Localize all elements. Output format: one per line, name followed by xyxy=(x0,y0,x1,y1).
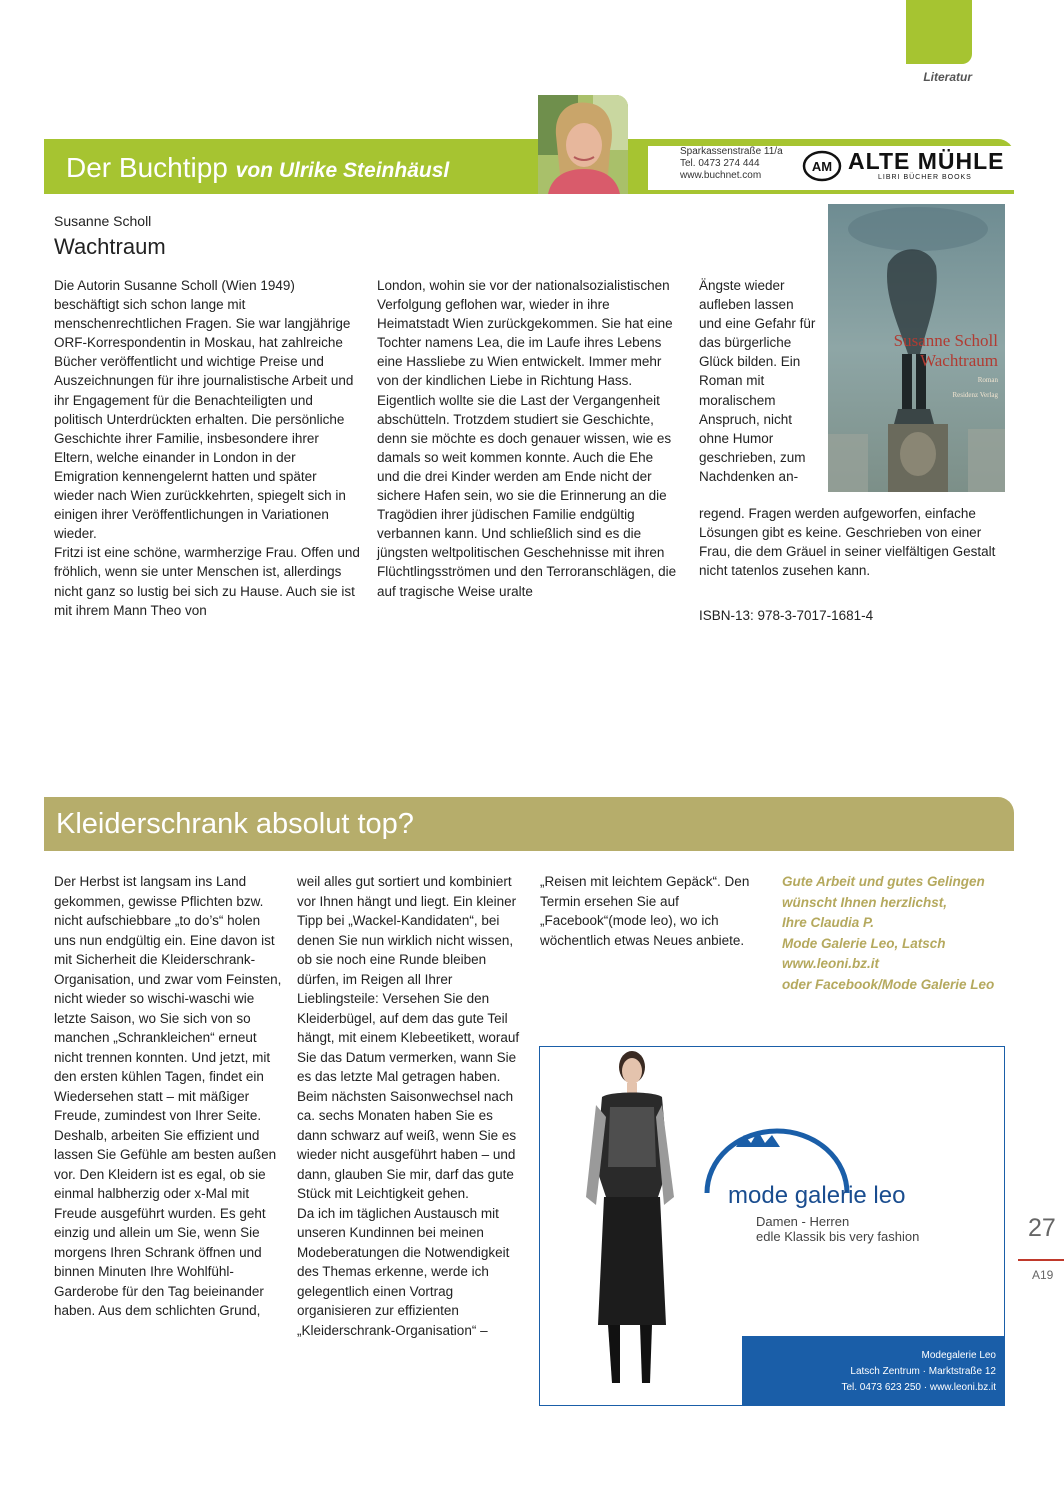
page-number: 27 xyxy=(1028,1214,1056,1242)
review-column-3-bottom: regend. Fragen werden aufgeworfen, einfache Lösungen gibt es keine. Geschrieben von einer Frau, die dem Gräuel in seiner vielfältigen Gestalt nicht tatenlos zusehen kann. xyxy=(699,506,996,579)
book-isbn: ISBN-13: 978-3-7017-1681-4 xyxy=(699,608,874,623)
book-cover xyxy=(828,204,1005,492)
book-author: Susanne Scholl xyxy=(54,213,152,229)
page-number-rule xyxy=(1018,1259,1064,1261)
section-label: Literatur xyxy=(923,70,972,84)
kleider-title: Kleiderschrank absolut top? xyxy=(56,808,414,840)
review-column-3-top: Ängste wieder aufleben lassen und eine Gefahr für das bürgerliche Glück bilden. Ein Roman mit moralischem Anspruch, nicht ohne Humor geschrieben, zum Nachdenken an- xyxy=(699,278,816,484)
review-column-1: Die Autorin Susanne Scholl (Wien 1949) beschäftigt sich schon lange mit menschenrechtlichen Fragen. Sie war langjährige ORF-Korrespondentin in Moskau, hat zahlreiche Bücher veröffentlicht und wichtige Preise und Auszeichnungen für ihre journalistische Arbeit und ihr Engagement für die Benachteiligten und politisch Unterdrückten erhalten. Die persönliche Geschichte ihrer Familie, insbesondere ihrer Eltern, welche einander in London in der Emigration kennengelernt hatten und später wieder nach Wien zurückkehrten, spiegelt sich in einigen ihrer Veröffentlichungen in Variationen wieder. Fritzi ist eine schöne, warmherzige Frau. Offen und fröhlich, wenn sie unter Menschen ist, allerdings nicht ganz so lustig bei sich zu Hause. Auch sie ist mit ihrem Mann Theo von xyxy=(54,278,360,618)
ad-tagline-2: edle Klassik bis very fashion xyxy=(756,1229,920,1244)
buchtipp-title: Der Buchtipp von Ulrike Steinhäusl xyxy=(66,152,450,183)
ad-tagline-1: Damen - Herren xyxy=(756,1214,850,1229)
ad-footer-contact: Tel. 0473 623 250 · www.leoni.bz.it xyxy=(841,1382,996,1393)
kleider-signature: Gute Arbeit und gutes Gelingen wünscht Ihnen herzlichst, Ihre Claudia P. Mode Galerie Leo, Latsch www.leoni.bz.it oder Facebook/Mode Galerie Leo xyxy=(782,874,995,992)
bookshop-address: Sparkassenstraße 11/a Tel. 0473 274 444 www.buchnet.com xyxy=(680,146,783,181)
alte-muehle-logo-icon xyxy=(802,150,842,182)
ad-footer-address: Latsch Zentrum · Marktstraße 12 xyxy=(850,1366,996,1377)
ad-brand-name: mode galerie leo xyxy=(728,1182,906,1209)
kleider-column-2: weil alles gut sortiert und kombiniert vor Ihnen hängt und liegt. Ein kleiner Tipp bei „Wackel-Kandidaten“, bei denen Sie nun wirklich nicht wissen, ob sie noch eine Runde bleiben dürfen, im Reigen all Ihrer Lieblingsteile: Versehen Sie den Kleiderbügel, auf dem das gute Teil hängt, mit einem Klebeetikett, worauf Sie das Datum vermerken, wann Sie es das letzte Mal getragen haben. Beim nächsten Saisonwechsel nach ca. sechs Monaten haben Sie es dann schwarz auf weiß, wenn Sie es wieder nicht ausgeführt haben – und dann, glauben Sie mir, darf das gute Stück mit Leichtigkeit gehen. Da ich im täglichen Austausch mit unseren Kundinnen bei meinen Modeberatungen die Notwendigkeit des Themas erkenne, werde ich gelegentlich einen Vortrag organisieren zur effizienten „Kleiderschrank-Organisation“ – xyxy=(297,874,520,1338)
logo-monogram: AM xyxy=(811,159,833,174)
book-title: Wachtraum xyxy=(54,234,166,259)
cover-genre: Roman xyxy=(977,376,998,384)
cover-publisher: Residenz Verlag xyxy=(952,391,998,399)
buchtipp-byline: von Ulrike Steinhäusl xyxy=(235,159,450,182)
page-code: A19 xyxy=(1032,1268,1054,1282)
reviewer-photo xyxy=(538,95,628,194)
cover-author: Susanne Scholl xyxy=(893,331,998,350)
bookshop-logo-name: ALTE MÜHLE xyxy=(848,148,1005,174)
section-tab xyxy=(906,0,972,64)
bookshop-logo-subtitle: LIBRI BÜCHER BOOKS xyxy=(878,174,972,181)
kleider-column-1: Der Herbst ist langsam ins Land gekommen, gewisse Pflichten bzw. nicht aufschiebbare „to do’s“ holen uns nun endgültig ein. Eine davon ist mit Sicherheit die Kleiderschrank-Organisation, und zwar vom Feinsten, nicht wieder so wischi-waschi wie letzte Saison, wo Sie sich von so manchen „Schrankleichen“ erneut nicht trennen konnten. Und jetzt, mit den ersten kühlen Tagen, findet ein Wiedersehen statt – mit mäßiger Freude, zumindest von Ihrer Seite. Deshalb, arbeiten Sie effizient und lassen Sie Gefühle am besten außen vor. Den Kleidern ist es egal, ob sie einmal halbherzig oder x-Mal mit Freude ausgeführt wurden. Es geht einzig und allein um Sie, wenn Sie morgens Ihren Schrank öffnen und binnen Minuten Ihre Wohlfühl-Garderobe für den Tag beieinander haben. Aus dem schlichten Grund, xyxy=(54,874,282,1318)
ad-footer-name: Modegalerie Leo xyxy=(921,1350,996,1361)
cover-title: Wachtraum xyxy=(920,351,998,370)
kleider-column-3: „Reisen mit leichtem Gepäck“. Den Termin ersehen Sie auf „Facebook“(mode leo), wo ich wöchentlich etwas Neues anbiete. xyxy=(540,874,750,948)
review-column-2: London, wohin sie vor der nationalsozialistischen Verfolgung geflohen war, wieder in ihre Heimatstadt Wien zurückgekommen. Sie hat eine Tochter namens Lea, die im Laufe ihres Lebens eine Hassliebe zu Wien entwickelt. Immer mehr von der kindlichen Liebe in Richtung Hass. Eigentlich wollte sie die Last der Vergangenheit abschütteln. Trotzdem studiert sie Geschichte, denn sie möchte es doch genauer wissen, wie es damals so weit kommen konnte. Auch die Ehe und die drei Kinder werden am Ende nicht der sichere Hafen sein, wo sie die Erinnerung an die Tragödien ihrer jüdischen Familie endgültig verbannen kann. Und schließlich sind es die jüngsten weltpolitischen Geschehnisse mit ihren Flüchtlingsströmen und den Terroranschlägen, die auf tragische Weise uralte xyxy=(377,278,677,599)
